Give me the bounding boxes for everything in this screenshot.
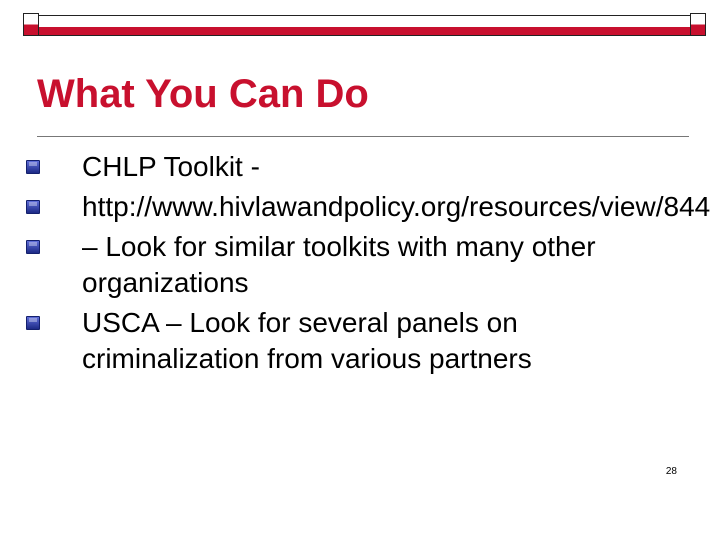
top-bar-left-square — [23, 13, 39, 36]
title-divider — [37, 136, 689, 137]
bullet-item-similar-toolkits — [26, 229, 696, 301]
square-bullet-icon — [26, 240, 40, 254]
bullet-text: CHLP Toolkit - — [82, 151, 260, 182]
bullet-list — [26, 149, 711, 381]
bullet-url-text[interactable]: http://www.hivlawandpolicy.org/resources/view/844 — [82, 191, 711, 222]
square-bullet-icon — [26, 316, 40, 330]
top-decorative-bar — [23, 15, 706, 36]
bullet-item-usca — [26, 305, 696, 377]
page-number: 28 — [665, 466, 677, 477]
bullet-text: – Look for similar toolkits with many other organizations — [82, 231, 596, 298]
square-bullet-icon — [26, 200, 40, 214]
bullet-item-url — [26, 189, 711, 225]
top-bar-red-fill — [24, 27, 705, 35]
slide-title: What You Can Do — [37, 72, 369, 116]
bullet-item-chlp-toolkit — [26, 149, 696, 185]
top-bar-right-square — [690, 13, 706, 36]
square-bullet-icon — [26, 160, 40, 174]
bullet-text: USCA – Look for several panels on criminalization from various partners — [82, 307, 532, 374]
